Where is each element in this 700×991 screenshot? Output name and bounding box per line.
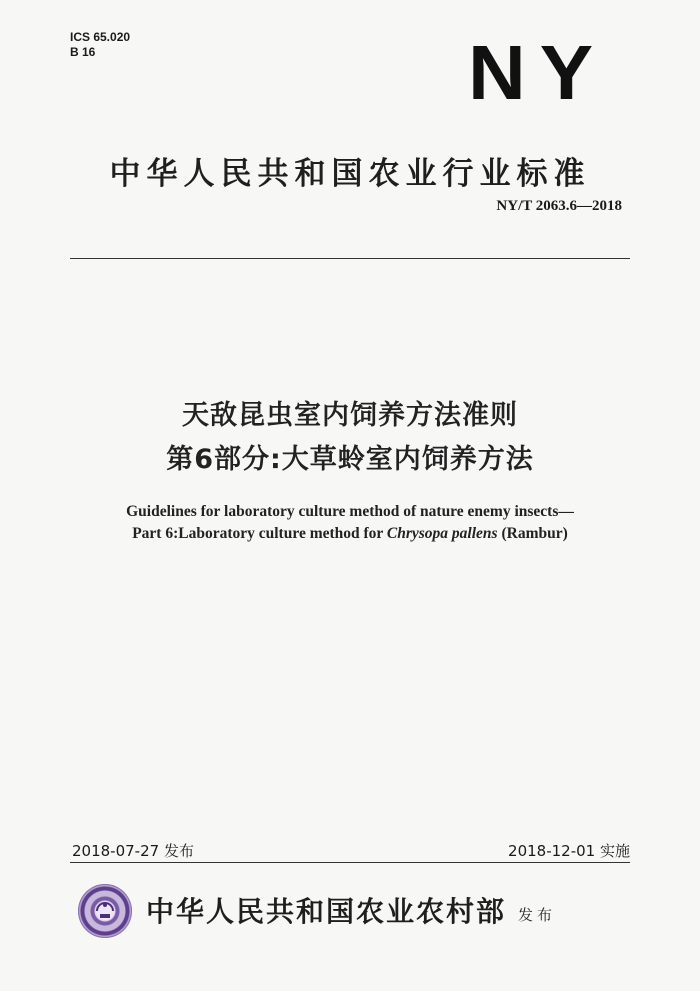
chinese-title-line-1: 天敌昆虫室内饲养方法准则: [182, 400, 518, 431]
english-title-line-1: Guidelines for laboratory culture method of nature enemy insects—: [126, 503, 574, 520]
top-divider: [70, 258, 630, 259]
bottom-divider: [70, 862, 630, 863]
english-title-prefix: Part 6:Laboratory culture method for: [132, 525, 387, 542]
issuing-ministry: 中华人民共和国农业农村部: [146, 895, 507, 928]
ccs-code: B 16: [70, 45, 96, 59]
chinese-title-line-2: 第6部分:大草蛉室内饲养方法: [166, 444, 534, 475]
issue-date: 2018-07-27 发布: [72, 842, 194, 860]
standard-category-title: 中华人民共和国农业行业标准: [109, 156, 591, 192]
publish-label: 发布: [518, 906, 557, 924]
ics-code: ICS 65.020: [70, 30, 131, 44]
ministry-emblem-icon: [78, 884, 132, 938]
ny-standard-mark: NY: [468, 29, 608, 116]
english-title-suffix: (Rambur): [497, 525, 568, 542]
implementation-date: 2018-12-01 实施: [508, 842, 630, 860]
english-title-line-2: [0, 525, 700, 543]
classification-codes: [70, 30, 130, 60]
standard-number: NY/T 2063.6—2018: [496, 198, 622, 214]
species-name: Chrysopa pallens: [386, 525, 498, 542]
